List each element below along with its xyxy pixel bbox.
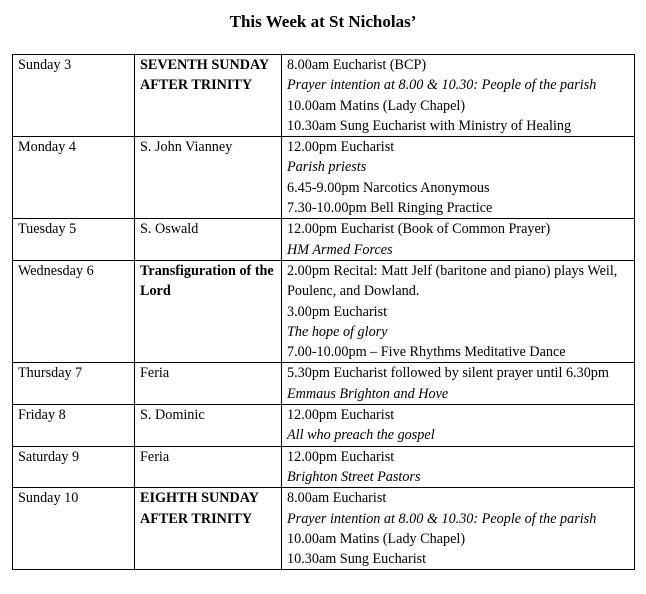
events-cell xyxy=(282,405,635,447)
event-line: 8.00am Eucharist (BCP) xyxy=(287,57,427,73)
table-row xyxy=(13,260,635,362)
events-cell xyxy=(282,446,635,488)
event-line: 5.30pm Eucharist followed by silent prayer until 6.30pm xyxy=(287,365,609,382)
feast-cell: Feria xyxy=(135,363,282,405)
feast-cell: S. John Vianney xyxy=(135,137,282,219)
feast-cell: S. Oswald xyxy=(135,219,282,261)
table-row xyxy=(13,446,635,488)
event-line: 12.00pm Eucharist xyxy=(287,139,395,156)
event-line: 6.45-9.00pm Narcotics Anonymous xyxy=(287,179,490,196)
event-line: 7.30-10.00pm Bell Ringing Practice xyxy=(287,200,493,217)
day-cell: Sunday 10 xyxy=(13,488,135,570)
event-line: 10.00am Matins (Lady Chapel) xyxy=(287,530,466,547)
event-line: 8.00am Eucharist xyxy=(287,490,387,507)
feast-cell: Feria xyxy=(135,446,282,488)
events-cell xyxy=(282,219,635,261)
event-line: 2.00pm Recital: Matt Jelf (baritone and piano) plays Weil, Poulenc, and Dowland. xyxy=(287,262,618,300)
day-cell: Saturday 9 xyxy=(13,446,135,488)
event-line: 10.30am Sung Eucharist xyxy=(287,551,427,568)
prayer-intention: Brighton Street Pastors xyxy=(287,468,421,485)
prayer-intention: HM Armed Forces xyxy=(287,241,393,258)
events-cell xyxy=(282,137,635,219)
day-cell: Wednesday 6 xyxy=(13,260,135,362)
feast-cell: SEVENTH SUNDAY AFTER TRINITY xyxy=(135,55,282,137)
event-line: 10.00am Matins (Lady Chapel) xyxy=(287,97,466,114)
weekly-schedule-table xyxy=(12,54,635,570)
prayer-intention: Prayer intention at 8.00 & 10.30: People of the parish xyxy=(287,77,597,94)
events-cell xyxy=(282,260,635,362)
event-line: 3.00pm Eucharist xyxy=(287,303,388,320)
feast-cell: S. Dominic xyxy=(135,405,282,447)
day-cell: Monday 4 xyxy=(13,137,135,219)
table-row xyxy=(13,137,635,219)
events-cell xyxy=(282,363,635,405)
table-row xyxy=(13,363,635,405)
table-row xyxy=(13,488,635,570)
event-line: 12.00pm Eucharist xyxy=(287,448,395,465)
event-line: 12.00pm Eucharist xyxy=(287,407,395,424)
prayer-intention: All who preach the gospel xyxy=(287,427,435,444)
table-row xyxy=(13,55,635,137)
event-line: 7.00-10.00pm – Five Rhythms Meditative Dance xyxy=(287,344,566,361)
schedule-body xyxy=(13,55,635,570)
feast-cell: EIGHTH SUNDAY AFTER TRINITY xyxy=(135,488,282,570)
page-title: This Week at St Nicholas’ xyxy=(229,12,417,31)
event-line: 10.30am Sung Eucharist with Ministry of Healing xyxy=(287,117,572,134)
events-cell xyxy=(282,55,635,137)
prayer-intention: Emmaus Brighton and Hove xyxy=(287,385,449,402)
day-cell: Friday 8 xyxy=(13,405,135,447)
event-line: 12.00pm Eucharist (Book of Common Prayer) xyxy=(287,221,551,238)
feast-cell: Transfiguration of the Lord xyxy=(135,260,282,362)
prayer-intention: The hope of glory xyxy=(287,323,388,340)
table-row xyxy=(13,405,635,447)
day-cell: Thursday 7 xyxy=(13,363,135,405)
day-cell: Tuesday 5 xyxy=(13,219,135,261)
prayer-intention: Parish priests xyxy=(287,159,367,176)
day-cell: Sunday 3 xyxy=(13,55,135,137)
events-cell xyxy=(282,488,635,570)
table-row xyxy=(13,219,635,261)
prayer-intention: Prayer intention at 8.00 & 10.30: People of the parish xyxy=(287,510,597,527)
